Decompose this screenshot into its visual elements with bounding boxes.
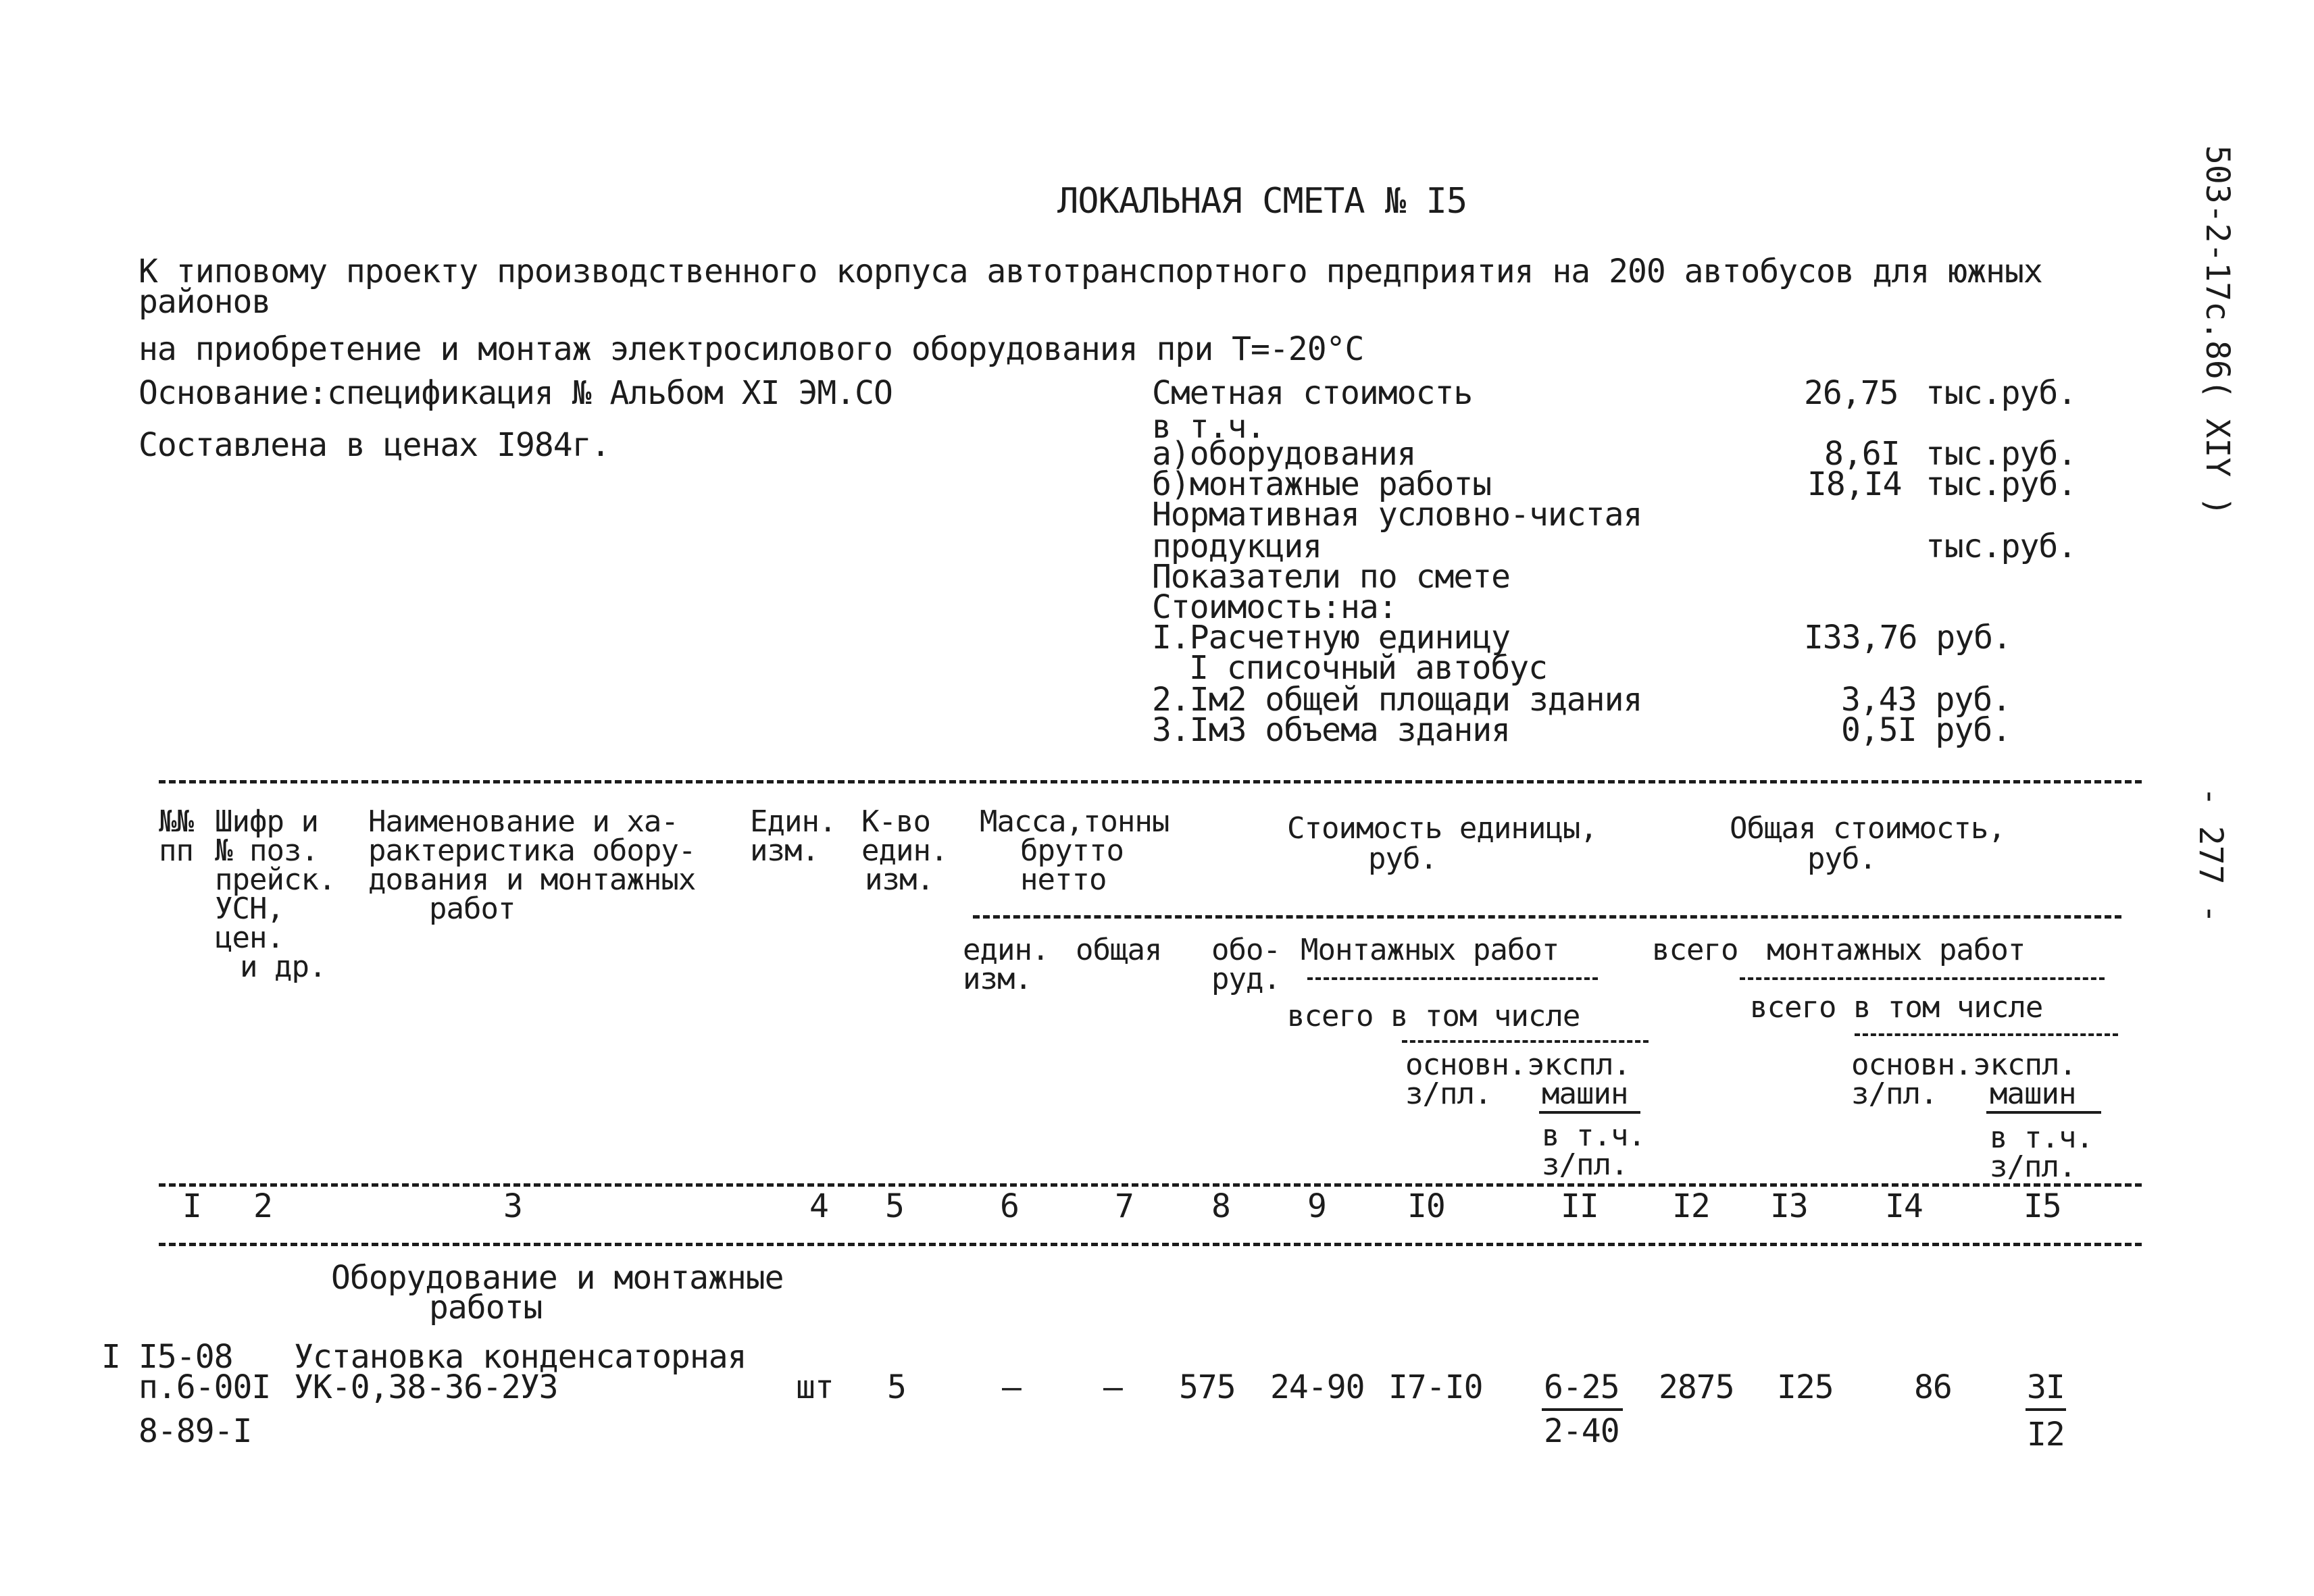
column-numbers-top-rule (159, 1183, 2142, 1187)
installation-unit: тыс.руб. (1926, 465, 2077, 503)
header-mass-gross: брутто (1020, 833, 1124, 868)
header-incl-wage-b: в т.ч. (1990, 1121, 2093, 1155)
header-mass: Масса,тонны (980, 804, 1169, 839)
header-basic-wage-a: основн. (1405, 1048, 1526, 1082)
header-machines-underline-b (1986, 1111, 2101, 1114)
header-unit-cost: Стоимость единицы, (1287, 811, 1597, 846)
col-num-15: I5 (2023, 1187, 2061, 1225)
header-install-rule (1307, 977, 1598, 980)
header-machines-a: экспл. (1527, 1048, 1630, 1082)
row-machines-wage: 2-40 (1544, 1412, 1619, 1450)
header-incl-rule-a (1402, 1040, 1649, 1043)
header-col3-a: Наименование и ха- (368, 804, 678, 839)
indicators-label: Показатели по смете (1152, 558, 1511, 596)
header-col3-b: рактеристика обору- (368, 833, 696, 868)
row-qty: 5 (887, 1368, 906, 1406)
header-col3-c: дования и монтажных (368, 863, 696, 897)
row-num: I (101, 1338, 120, 1376)
header-col2-d: УСН, (215, 892, 284, 926)
col-num-9: 9 (1307, 1187, 1326, 1225)
header-install-works: Монтажных работ (1301, 933, 1559, 967)
header-col2-e: цен. (215, 921, 284, 955)
intro-line-2: районов (139, 283, 271, 321)
header-install-works-lc: монтажных работ (1767, 933, 2026, 967)
row-total-all: 2875 (1659, 1368, 1734, 1406)
header-incl-a: всего в том числе (1287, 999, 1580, 1033)
equipment-label: а)оборудования (1152, 435, 1416, 473)
margin-project-code: 503-2-17с.86( XIY ) (2198, 145, 2236, 517)
row-basic-wage: I7-I0 (1388, 1368, 1483, 1406)
column-numbers-bottom-rule (159, 1243, 2142, 1246)
equipment-unit: тыс.руб. (1926, 435, 2077, 473)
intro-line-1: К типовому проекту производственного корпуса автотранспортного предприятия на 200 автобусов для южных (139, 253, 2042, 290)
header-mass-total: общая (1076, 933, 1162, 967)
header-total-install-rule (1740, 977, 2105, 980)
header-total-cost-rub: руб. (1807, 842, 1876, 876)
header-col4-a: Един. (750, 804, 836, 839)
header-col2-f: и др. (240, 950, 326, 984)
row-total-install: I25 (1777, 1368, 1834, 1406)
header-col2-c: прейск. (215, 863, 336, 897)
header-col3-d: работ (429, 892, 515, 926)
col-num-10: I0 (1407, 1187, 1445, 1225)
per-m3-value: 0,5I руб. (1841, 711, 2011, 749)
col-num-11: II (1561, 1187, 1599, 1225)
row-total-machines-wage: I2 (2027, 1416, 2065, 1453)
header-col2-b: № поз. (215, 833, 318, 868)
header-equip-a: обо- (1211, 933, 1280, 967)
per-m2-value: 3,43 руб. (1841, 681, 2011, 719)
normative-unit: тыс.руб. (1926, 527, 2077, 565)
estimated-cost-label: Сметная стоимость (1152, 374, 1473, 412)
header-mass-unit-b: изм. (963, 962, 1032, 996)
per-m3-label: 3.Iм3 объема здания (1152, 711, 1511, 749)
col-num-12: I2 (1672, 1187, 1710, 1225)
col-num-3: 3 (503, 1187, 522, 1225)
equipment-value: 8,6I (1824, 435, 1900, 473)
header-basic-wage-b: основн. (1851, 1048, 1972, 1082)
prices-line: Составлена в ценах I984г. (139, 426, 610, 464)
header-col1-b: пп (159, 833, 193, 868)
header-col5-b: един. (861, 833, 948, 868)
row-equipment: 575 (1179, 1368, 1236, 1406)
col-num-2: 2 (253, 1187, 272, 1225)
table-top-rule (159, 780, 2142, 783)
margin-page-number: - 277 - (2192, 787, 2230, 924)
installation-label: б)монтажные работы (1152, 465, 1492, 503)
per-m2-label: 2.Iм2 общей площади здания (1152, 681, 1642, 719)
header-incl-wage-a: в т.ч. (1542, 1118, 1645, 1153)
calc-unit-value: I33,76 руб. (1804, 619, 2011, 657)
header-col2-a: Шифр и (215, 804, 318, 839)
header-machines-underline-a (1539, 1111, 1640, 1114)
row-mass-total: – (1103, 1368, 1122, 1406)
calc-unit-sub: I списочный автобус (1189, 649, 1548, 687)
document-title: ЛОКАЛЬНАЯ СМЕТА № I5 (1057, 181, 1467, 222)
header-col1-a: №№ (159, 804, 193, 839)
row-total-machines-fraction-line (2026, 1408, 2066, 1411)
header-col4-b: изм. (750, 833, 819, 868)
row-unit: шт (796, 1368, 834, 1406)
header-incl-wage-a2: з/пл. (1542, 1148, 1628, 1182)
row-install-total: 24-90 (1270, 1368, 1365, 1406)
header-incl-b: всего в том числе (1750, 990, 2043, 1025)
header-incl-wage-b2: з/пл. (1990, 1150, 2076, 1184)
header-basic-wage-b2: з/пл. (1851, 1077, 1938, 1111)
header-mass-net: нетто (1020, 863, 1107, 897)
row-code-3: 8-89-I (139, 1412, 252, 1450)
header-col5-a: К-во (861, 804, 930, 839)
header-mass-unit-a: един. (963, 933, 1049, 967)
header-machines-a2: машин (1542, 1077, 1628, 1111)
header-basic-wage-a2: з/пл. (1405, 1077, 1492, 1111)
row-total-basic: 86 (1914, 1368, 1952, 1406)
row-name-2: УК-0,38-36-2УЗ (294, 1368, 558, 1406)
row-machines: 6-25 (1544, 1368, 1619, 1406)
estimated-cost-value: 26,75 (1804, 374, 1898, 412)
col-num-5: 5 (885, 1187, 904, 1225)
basis-line: Основание:спецификация № Альбом XI ЭМ.СО (139, 374, 892, 412)
normative-label-1: Нормативная условно-чистая (1152, 496, 1642, 534)
header-total-cost: Общая стоимость, (1730, 811, 2005, 846)
header-sub-rule (973, 915, 2121, 919)
header-col5-c: изм. (865, 863, 934, 897)
col-num-7: 7 (1115, 1187, 1134, 1225)
row-code-1: I5-08 (139, 1338, 233, 1376)
row-mass-unit: – (1002, 1368, 1021, 1406)
section-title-1: Оборудование и монтажные (331, 1259, 784, 1297)
including-label: в т.ч. (1152, 408, 1265, 446)
section-title-2: работы (429, 1289, 543, 1327)
row-total-machines: 3I (2027, 1368, 2065, 1406)
header-machines-b: экспл. (1973, 1048, 2076, 1082)
row-code-2: п.6-00I (139, 1368, 271, 1406)
intro-line-3: на приобретение и монтаж электросилового оборудования при Т=-20°С (139, 330, 1364, 368)
cost-on-label: Стоимость:на: (1152, 588, 1397, 626)
row-machines-fraction-line (1542, 1408, 1623, 1411)
col-num-4: 4 (809, 1187, 828, 1225)
row-name-1: Установка конденсаторная (294, 1338, 747, 1376)
installation-value: I8,I4 (1807, 465, 1902, 503)
col-num-8: 8 (1211, 1187, 1230, 1225)
header-unit-cost-rub: руб. (1368, 842, 1437, 876)
normative-label-2: продукция (1152, 527, 1322, 565)
col-num-14: I4 (1885, 1187, 1923, 1225)
col-num-6: 6 (1000, 1187, 1019, 1225)
header-machines-b2: машин (1990, 1077, 2076, 1111)
col-num-1: I (182, 1187, 201, 1225)
calc-unit-label: I.Расчетную единицу (1152, 619, 1511, 657)
col-num-13: I3 (1770, 1187, 1808, 1225)
estimated-cost-unit: тыс.руб. (1926, 374, 2077, 412)
header-equip-b: руд. (1211, 962, 1280, 996)
header-total-all: всего (1652, 933, 1738, 967)
header-incl-rule-b (1855, 1033, 2118, 1036)
